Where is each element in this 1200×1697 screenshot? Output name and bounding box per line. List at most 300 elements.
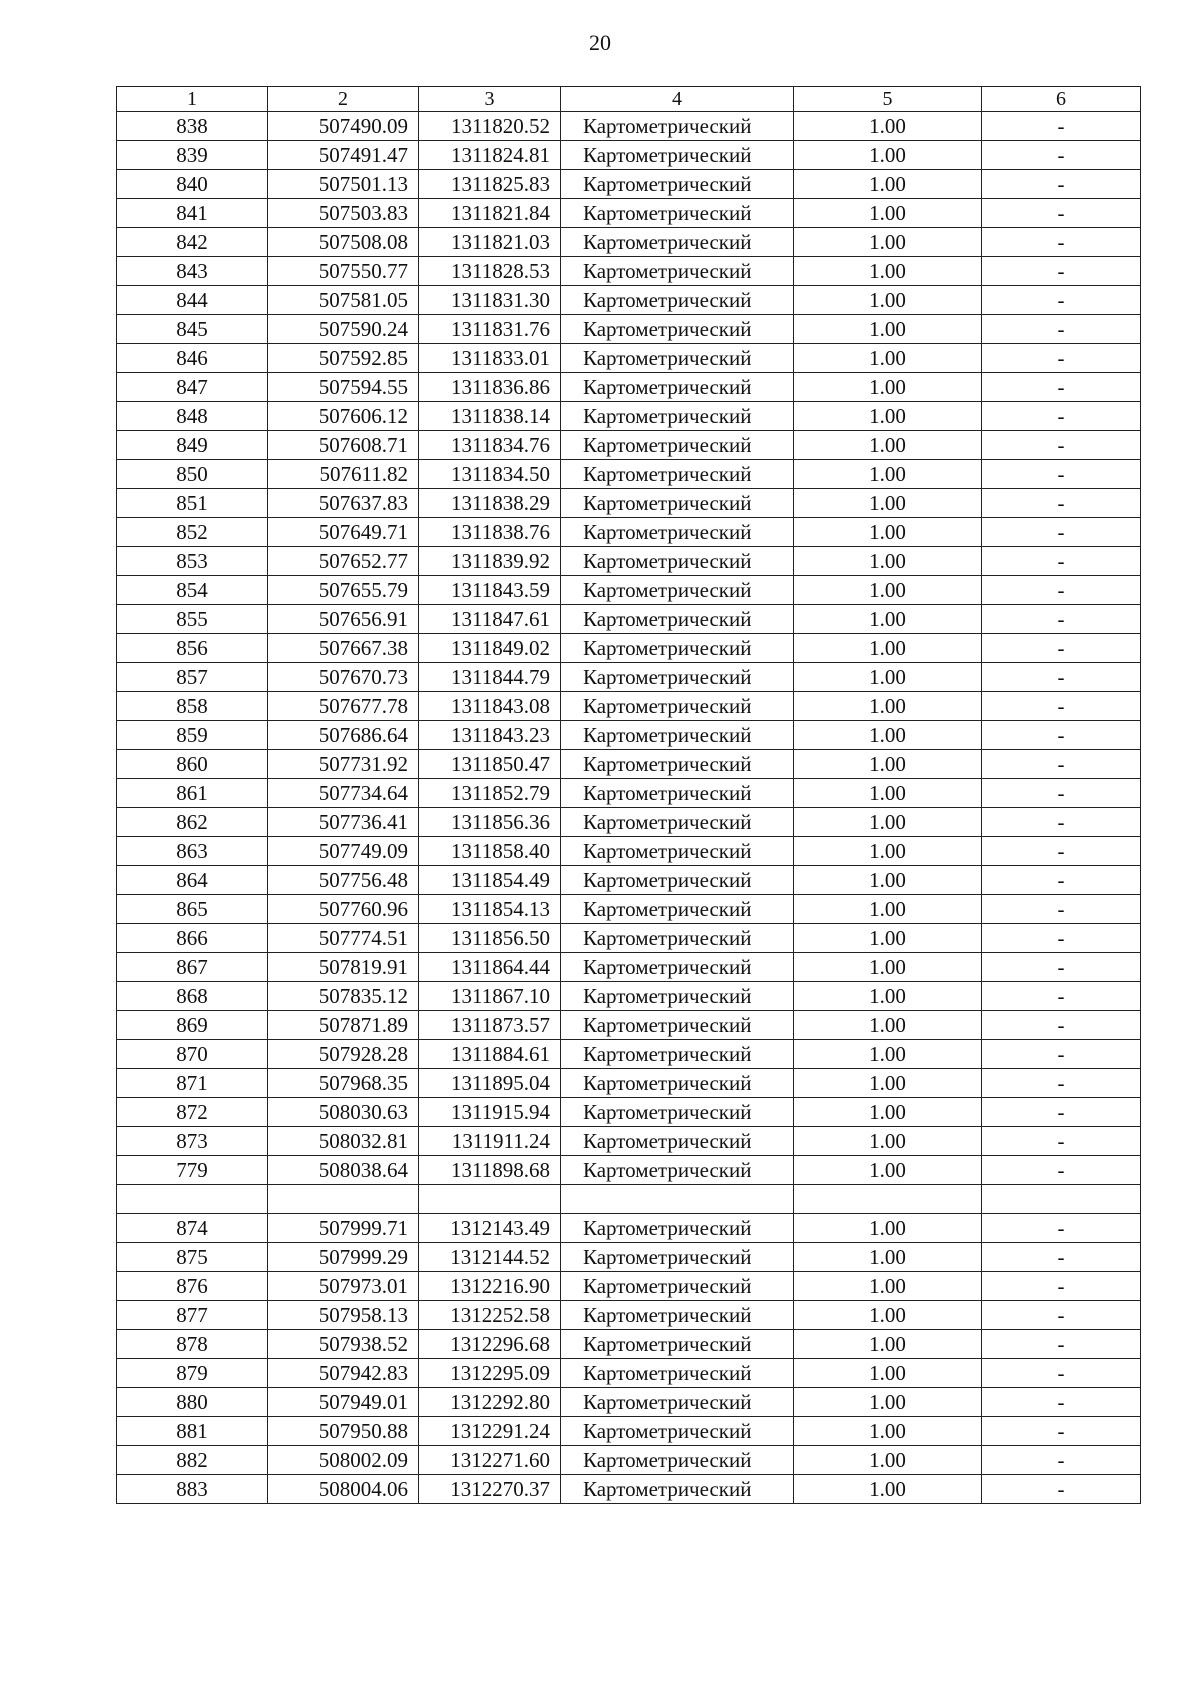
y-coordinate-cell: 1311839.92	[419, 547, 561, 576]
table-row	[117, 634, 1141, 663]
description-cell: -	[982, 373, 1141, 402]
accuracy-cell: 1.00	[794, 315, 982, 344]
header-row	[117, 87, 1141, 112]
accuracy-cell: 1.00	[794, 431, 982, 460]
point-number-cell: 872	[117, 1098, 268, 1127]
point-number-cell: 870	[117, 1040, 268, 1069]
y-coordinate-cell: 1311820.52	[419, 112, 561, 141]
accuracy-cell: 1.00	[794, 547, 982, 576]
x-coordinate-cell: 507606.12	[268, 402, 419, 431]
table-row	[117, 692, 1141, 721]
accuracy-cell: 1.00	[794, 199, 982, 228]
table-row	[117, 953, 1141, 982]
description-cell: -	[982, 1069, 1141, 1098]
method-cell: Картометрический	[561, 1272, 794, 1301]
accuracy-cell: 1.00	[794, 1359, 982, 1388]
x-coordinate-cell: 507677.78	[268, 692, 419, 721]
y-coordinate-cell: 1311843.08	[419, 692, 561, 721]
table-row	[117, 779, 1141, 808]
table-row	[117, 1243, 1141, 1272]
table-row	[117, 1388, 1141, 1417]
point-number-cell: 860	[117, 750, 268, 779]
method-cell: Картометрический	[561, 895, 794, 924]
method-cell: Картометрический	[561, 141, 794, 170]
description-cell: -	[982, 750, 1141, 779]
table-row	[117, 721, 1141, 750]
y-coordinate-cell: 1311854.49	[419, 866, 561, 895]
x-coordinate-cell: 507835.12	[268, 982, 419, 1011]
description-cell: -	[982, 1243, 1141, 1272]
x-coordinate-cell: 507734.64	[268, 779, 419, 808]
y-coordinate-cell	[419, 1185, 561, 1214]
y-coordinate-cell: 1312292.80	[419, 1388, 561, 1417]
x-coordinate-cell: 507999.29	[268, 1243, 419, 1272]
y-coordinate-cell: 1311843.23	[419, 721, 561, 750]
method-cell: Картометрический	[561, 402, 794, 431]
x-coordinate-cell: 507973.01	[268, 1272, 419, 1301]
accuracy-cell: 1.00	[794, 141, 982, 170]
method-cell: Картометрический	[561, 1388, 794, 1417]
description-cell: -	[982, 1040, 1141, 1069]
accuracy-cell: 1.00	[794, 344, 982, 373]
description-cell: -	[982, 924, 1141, 953]
y-coordinate-cell: 1311838.14	[419, 402, 561, 431]
x-coordinate-cell: 508038.64	[268, 1156, 419, 1185]
accuracy-cell: 1.00	[794, 924, 982, 953]
x-coordinate-cell: 507592.85	[268, 344, 419, 373]
table-row	[117, 1301, 1141, 1330]
accuracy-cell: 1.00	[794, 982, 982, 1011]
method-cell: Картометрический	[561, 605, 794, 634]
x-coordinate-cell: 507968.35	[268, 1069, 419, 1098]
accuracy-cell: 1.00	[794, 1446, 982, 1475]
description-cell: -	[982, 1475, 1141, 1504]
point-number-cell: 868	[117, 982, 268, 1011]
y-coordinate-cell: 1311844.79	[419, 663, 561, 692]
description-cell: -	[982, 460, 1141, 489]
y-coordinate-cell: 1311911.24	[419, 1127, 561, 1156]
point-number-cell: 880	[117, 1388, 268, 1417]
description-cell: -	[982, 779, 1141, 808]
table-row	[117, 547, 1141, 576]
method-cell: Картометрический	[561, 1127, 794, 1156]
table-row	[117, 1156, 1141, 1185]
y-coordinate-cell: 1311850.47	[419, 750, 561, 779]
y-coordinate-cell: 1311884.61	[419, 1040, 561, 1069]
description-cell: -	[982, 199, 1141, 228]
table-row	[117, 518, 1141, 547]
method-cell: Картометрический	[561, 257, 794, 286]
accuracy-cell: 1.00	[794, 721, 982, 750]
method-cell: Картометрический	[561, 199, 794, 228]
accuracy-cell: 1.00	[794, 373, 982, 402]
table-row	[117, 1127, 1141, 1156]
x-coordinate-cell: 507581.05	[268, 286, 419, 315]
table-row	[117, 866, 1141, 895]
y-coordinate-cell: 1311864.44	[419, 953, 561, 982]
table-row	[117, 344, 1141, 373]
description-cell: -	[982, 112, 1141, 141]
table-header	[117, 87, 1141, 112]
accuracy-cell: 1.00	[794, 489, 982, 518]
description-cell: -	[982, 1446, 1141, 1475]
x-coordinate-cell: 507999.71	[268, 1214, 419, 1243]
y-coordinate-cell: 1311852.79	[419, 779, 561, 808]
y-coordinate-cell: 1311915.94	[419, 1098, 561, 1127]
description-cell: -	[982, 1156, 1141, 1185]
y-coordinate-cell: 1311838.76	[419, 518, 561, 547]
table-row	[117, 315, 1141, 344]
column-header-5: 5	[794, 87, 982, 112]
description-cell: -	[982, 518, 1141, 547]
point-number-cell: 847	[117, 373, 268, 402]
point-number-cell: 849	[117, 431, 268, 460]
accuracy-cell: 1.00	[794, 1388, 982, 1417]
x-coordinate-cell: 507652.77	[268, 547, 419, 576]
table-row	[117, 895, 1141, 924]
table-row	[117, 112, 1141, 141]
y-coordinate-cell: 1312295.09	[419, 1359, 561, 1388]
x-coordinate-cell	[268, 1185, 419, 1214]
point-number-cell: 876	[117, 1272, 268, 1301]
y-coordinate-cell: 1312144.52	[419, 1243, 561, 1272]
y-coordinate-cell: 1311849.02	[419, 634, 561, 663]
x-coordinate-cell: 508002.09	[268, 1446, 419, 1475]
x-coordinate-cell: 507490.09	[268, 112, 419, 141]
description-cell: -	[982, 1011, 1141, 1040]
y-coordinate-cell: 1311821.84	[419, 199, 561, 228]
accuracy-cell: 1.00	[794, 286, 982, 315]
method-cell: Картометрический	[561, 1040, 794, 1069]
accuracy-cell: 1.00	[794, 170, 982, 199]
x-coordinate-cell: 508004.06	[268, 1475, 419, 1504]
x-coordinate-cell: 507590.24	[268, 315, 419, 344]
accuracy-cell	[794, 1185, 982, 1214]
y-coordinate-cell: 1311843.59	[419, 576, 561, 605]
method-cell: Картометрический	[561, 1330, 794, 1359]
method-cell: Картометрический	[561, 1417, 794, 1446]
y-coordinate-cell: 1311838.29	[419, 489, 561, 518]
method-cell: Картометрический	[561, 344, 794, 373]
y-coordinate-cell: 1311858.40	[419, 837, 561, 866]
description-cell: -	[982, 1330, 1141, 1359]
description-cell: -	[982, 837, 1141, 866]
description-cell: -	[982, 866, 1141, 895]
accuracy-cell: 1.00	[794, 228, 982, 257]
point-number-cell: 874	[117, 1214, 268, 1243]
x-coordinate-cell: 507649.71	[268, 518, 419, 547]
description-cell: -	[982, 141, 1141, 170]
description-cell: -	[982, 257, 1141, 286]
y-coordinate-cell: 1311825.83	[419, 170, 561, 199]
point-number-cell: 864	[117, 866, 268, 895]
method-cell: Картометрический	[561, 692, 794, 721]
description-cell: -	[982, 663, 1141, 692]
point-number-cell: 883	[117, 1475, 268, 1504]
x-coordinate-cell: 507731.92	[268, 750, 419, 779]
y-coordinate-cell: 1312271.60	[419, 1446, 561, 1475]
method-cell: Картометрический	[561, 1156, 794, 1185]
point-number-cell: 859	[117, 721, 268, 750]
point-number-cell: 869	[117, 1011, 268, 1040]
accuracy-cell: 1.00	[794, 257, 982, 286]
description-cell: -	[982, 895, 1141, 924]
table-row	[117, 1417, 1141, 1446]
y-coordinate-cell: 1311834.76	[419, 431, 561, 460]
description-cell: -	[982, 1388, 1141, 1417]
table-row	[117, 924, 1141, 953]
table-row	[117, 402, 1141, 431]
table-row	[117, 663, 1141, 692]
description-cell: -	[982, 228, 1141, 257]
method-cell: Картометрический	[561, 750, 794, 779]
point-number-cell: 844	[117, 286, 268, 315]
accuracy-cell: 1.00	[794, 1011, 982, 1040]
table-row	[117, 1214, 1141, 1243]
description-cell: -	[982, 634, 1141, 663]
method-cell: Картометрический	[561, 1359, 794, 1388]
description-cell: -	[982, 1127, 1141, 1156]
method-cell: Картометрический	[561, 953, 794, 982]
accuracy-cell: 1.00	[794, 634, 982, 663]
column-header-6: 6	[982, 87, 1141, 112]
method-cell: Картометрический	[561, 924, 794, 953]
table-row	[117, 1098, 1141, 1127]
method-cell: Картометрический	[561, 1069, 794, 1098]
method-cell: Картометрический	[561, 431, 794, 460]
x-coordinate-cell: 507608.71	[268, 431, 419, 460]
x-coordinate-cell: 507508.08	[268, 228, 419, 257]
accuracy-cell: 1.00	[794, 1475, 982, 1504]
y-coordinate-cell: 1311856.50	[419, 924, 561, 953]
x-coordinate-cell: 507928.28	[268, 1040, 419, 1069]
description-cell: -	[982, 982, 1141, 1011]
method-cell: Картометрический	[561, 1214, 794, 1243]
coordinates-table	[116, 86, 1141, 1504]
point-number-cell: 857	[117, 663, 268, 692]
method-cell: Картометрический	[561, 315, 794, 344]
accuracy-cell: 1.00	[794, 460, 982, 489]
table-body	[117, 112, 1141, 1504]
method-cell: Картометрический	[561, 373, 794, 402]
point-number-cell: 856	[117, 634, 268, 663]
y-coordinate-cell: 1311836.86	[419, 373, 561, 402]
method-cell: Картометрический	[561, 1301, 794, 1330]
table-row	[117, 228, 1141, 257]
description-cell: -	[982, 953, 1141, 982]
method-cell: Картометрический	[561, 866, 794, 895]
accuracy-cell: 1.00	[794, 1127, 982, 1156]
x-coordinate-cell: 507491.47	[268, 141, 419, 170]
table-row	[117, 1475, 1141, 1504]
point-number-cell: 855	[117, 605, 268, 634]
point-number-cell: 842	[117, 228, 268, 257]
accuracy-cell: 1.00	[794, 895, 982, 924]
point-number-cell: 865	[117, 895, 268, 924]
accuracy-cell: 1.00	[794, 1040, 982, 1069]
accuracy-cell: 1.00	[794, 1156, 982, 1185]
description-cell: -	[982, 344, 1141, 373]
accuracy-cell: 1.00	[794, 750, 982, 779]
method-cell: Картометрический	[561, 808, 794, 837]
method-cell: Картометрический	[561, 1011, 794, 1040]
y-coordinate-cell: 1311833.01	[419, 344, 561, 373]
x-coordinate-cell: 507958.13	[268, 1301, 419, 1330]
method-cell: Картометрический	[561, 489, 794, 518]
method-cell: Картометрический	[561, 634, 794, 663]
x-coordinate-cell: 507942.83	[268, 1359, 419, 1388]
description-cell: -	[982, 170, 1141, 199]
point-number-cell: 861	[117, 779, 268, 808]
point-number-cell: 882	[117, 1446, 268, 1475]
point-number-cell: 845	[117, 315, 268, 344]
x-coordinate-cell: 507949.01	[268, 1388, 419, 1417]
description-cell: -	[982, 1214, 1141, 1243]
x-coordinate-cell: 508030.63	[268, 1098, 419, 1127]
method-cell: Картометрический	[561, 576, 794, 605]
accuracy-cell: 1.00	[794, 518, 982, 547]
table-row	[117, 141, 1141, 170]
table-row	[117, 605, 1141, 634]
x-coordinate-cell: 507736.41	[268, 808, 419, 837]
description-cell: -	[982, 605, 1141, 634]
accuracy-cell: 1.00	[794, 1098, 982, 1127]
table-row	[117, 808, 1141, 837]
table-row	[117, 1040, 1141, 1069]
table-row	[117, 1011, 1141, 1040]
point-number-cell: 881	[117, 1417, 268, 1446]
description-cell: -	[982, 692, 1141, 721]
description-cell: -	[982, 808, 1141, 837]
y-coordinate-cell: 1312216.90	[419, 1272, 561, 1301]
table-row	[117, 286, 1141, 315]
accuracy-cell: 1.00	[794, 112, 982, 141]
table-row	[117, 460, 1141, 489]
y-coordinate-cell: 1311854.13	[419, 895, 561, 924]
accuracy-cell: 1.00	[794, 1417, 982, 1446]
point-number-cell: 866	[117, 924, 268, 953]
y-coordinate-cell: 1311828.53	[419, 257, 561, 286]
table-row	[117, 257, 1141, 286]
y-coordinate-cell: 1311856.36	[419, 808, 561, 837]
x-coordinate-cell: 507656.91	[268, 605, 419, 634]
x-coordinate-cell: 507686.64	[268, 721, 419, 750]
accuracy-cell: 1.00	[794, 692, 982, 721]
description-cell: -	[982, 431, 1141, 460]
table-row	[117, 431, 1141, 460]
x-coordinate-cell: 508032.81	[268, 1127, 419, 1156]
method-cell	[561, 1185, 794, 1214]
description-cell: -	[982, 489, 1141, 518]
point-number-cell: 848	[117, 402, 268, 431]
table-row	[117, 1446, 1141, 1475]
accuracy-cell: 1.00	[794, 779, 982, 808]
x-coordinate-cell: 507950.88	[268, 1417, 419, 1446]
table-row	[117, 170, 1141, 199]
description-cell: -	[982, 1272, 1141, 1301]
accuracy-cell: 1.00	[794, 1214, 982, 1243]
method-cell: Картометрический	[561, 779, 794, 808]
method-cell: Картометрический	[561, 460, 794, 489]
y-coordinate-cell: 1311834.50	[419, 460, 561, 489]
accuracy-cell: 1.00	[794, 1243, 982, 1272]
column-header-3: 3	[419, 87, 561, 112]
point-number-cell: 852	[117, 518, 268, 547]
method-cell: Картометрический	[561, 1475, 794, 1504]
y-coordinate-cell: 1311821.03	[419, 228, 561, 257]
point-number-cell: 878	[117, 1330, 268, 1359]
point-number-cell: 854	[117, 576, 268, 605]
method-cell: Картометрический	[561, 663, 794, 692]
point-number-cell: 843	[117, 257, 268, 286]
x-coordinate-cell: 507637.83	[268, 489, 419, 518]
description-cell: -	[982, 1417, 1141, 1446]
description-cell: -	[982, 576, 1141, 605]
accuracy-cell: 1.00	[794, 1272, 982, 1301]
point-number-cell: 838	[117, 112, 268, 141]
accuracy-cell: 1.00	[794, 663, 982, 692]
y-coordinate-cell: 1312291.24	[419, 1417, 561, 1446]
table-row	[117, 576, 1141, 605]
point-number-cell: 851	[117, 489, 268, 518]
x-coordinate-cell: 507760.96	[268, 895, 419, 924]
method-cell: Картометрический	[561, 228, 794, 257]
column-header-2: 2	[268, 87, 419, 112]
point-number-cell: 846	[117, 344, 268, 373]
x-coordinate-cell: 507611.82	[268, 460, 419, 489]
accuracy-cell: 1.00	[794, 837, 982, 866]
column-header-1: 1	[117, 87, 268, 112]
y-coordinate-cell: 1311898.68	[419, 1156, 561, 1185]
x-coordinate-cell: 507749.09	[268, 837, 419, 866]
accuracy-cell: 1.00	[794, 402, 982, 431]
y-coordinate-cell: 1312296.68	[419, 1330, 561, 1359]
table-row	[117, 199, 1141, 228]
point-number-cell: 871	[117, 1069, 268, 1098]
method-cell: Картометрический	[561, 982, 794, 1011]
x-coordinate-cell: 507871.89	[268, 1011, 419, 1040]
table-row	[117, 837, 1141, 866]
description-cell: -	[982, 315, 1141, 344]
method-cell: Картометрический	[561, 112, 794, 141]
y-coordinate-cell: 1311831.30	[419, 286, 561, 315]
x-coordinate-cell: 507667.38	[268, 634, 419, 663]
description-cell: -	[982, 547, 1141, 576]
description-cell	[982, 1185, 1141, 1214]
x-coordinate-cell: 507938.52	[268, 1330, 419, 1359]
x-coordinate-cell: 507655.79	[268, 576, 419, 605]
table-row	[117, 1069, 1141, 1098]
accuracy-cell: 1.00	[794, 1301, 982, 1330]
x-coordinate-cell: 507501.13	[268, 170, 419, 199]
accuracy-cell: 1.00	[794, 605, 982, 634]
x-coordinate-cell: 507594.55	[268, 373, 419, 402]
method-cell: Картометрический	[561, 1243, 794, 1272]
y-coordinate-cell: 1311831.76	[419, 315, 561, 344]
point-number-cell: 873	[117, 1127, 268, 1156]
y-coordinate-cell: 1311895.04	[419, 1069, 561, 1098]
point-number-cell: 840	[117, 170, 268, 199]
point-number-cell: 877	[117, 1301, 268, 1330]
x-coordinate-cell: 507774.51	[268, 924, 419, 953]
column-header-4: 4	[561, 87, 794, 112]
y-coordinate-cell: 1311847.61	[419, 605, 561, 634]
description-cell: -	[982, 1098, 1141, 1127]
table-row	[117, 750, 1141, 779]
method-cell: Картометрический	[561, 547, 794, 576]
x-coordinate-cell: 507550.77	[268, 257, 419, 286]
point-number-cell: 779	[117, 1156, 268, 1185]
